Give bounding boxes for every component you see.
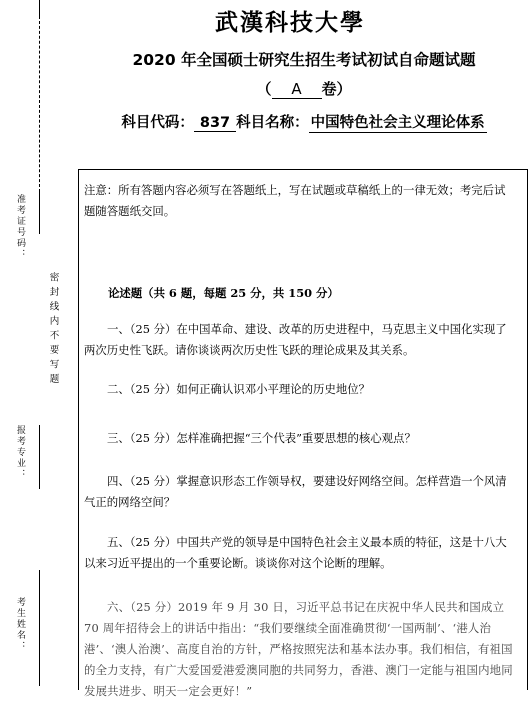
binding-line-3 [39,570,40,686]
exam-no-label: 准考证号码： [15,194,25,260]
binding-line-top [39,0,40,16]
binding-strip [0,0,76,686]
name-label: 考生姓名： [15,597,25,652]
subject-code: 837 [194,115,236,132]
paper-version [80,78,528,99]
binding-line-2 [39,425,40,489]
question-4: 四、（25 分）掌握意识形态工作领导权，要建设好网络空间。怎样营造一个风清气正的网络空间？ [84,474,507,509]
binding-line-1 [39,192,40,234]
subject-name: 中国特色社会主义理论体系 [309,111,487,133]
paper-prefix: （ [256,80,272,98]
question-6: 六、（25 分）2019 年 9 月 30 日，习近平总书记在庆祝中华人民共和国成立 70 周年招待会上的讲话中指出：“我们要继续全面准确贯彻‘一国两制’、‘港人治港’、‘澳人治澳’、高度自治的方针，严格按照宪法和基本法办事。我们相信，有祖国的全力支持，有广大爱国爱港爱澳同胞的共同努力，香港、澳门一定能与祖国内地同发展共进步、明天一定会更好！” [84,600,513,698]
section-heading: 论述题（共 6 题，每题 25 分，共 150 分） [108,286,339,300]
seal-line-text: 密封线内不要写题 [47,272,59,388]
subject-code-label: 科目代码： [121,115,194,131]
question-2: 二、（25 分）如何正确认识邓小平理论的历史地位？ [107,382,371,396]
paper-code: A [272,80,322,99]
question-5: 五、（25 分）中国共产党的领导是中国特色社会主义最本质的特征，这是十八大以来习近平提出的一个重要论断。谈谈你对这个论断的理解。 [84,535,507,570]
question-1: 一、（25 分）在中国革命、建设、改革的历史进程中，马克思主义中国化实现了两次历史性飞跃。请你谈谈两次历史性飞跃的理论成果及其关系。 [84,322,507,357]
paper-suffix: 卷） [321,80,352,98]
notice-text: 注意：所有答题内容必须写在答题纸上，写在试题或草稿纸上的一律无效；考完后试题随答题纸交回。 [84,183,506,218]
subject-line [80,111,528,133]
binding-dashed-line [39,16,40,192]
university-logo: 武漢科技大學 [215,9,365,36]
question-3: 三、（25 分）怎样准确把握“三个代表”重要思想的核心观点？ [107,431,416,445]
subject-name-label: 科目名称： [236,115,309,131]
exam-title: 2020 年全国硕士研究生招生考试初试自命题试题 [132,51,476,69]
major-label: 报考专业： [15,425,25,480]
